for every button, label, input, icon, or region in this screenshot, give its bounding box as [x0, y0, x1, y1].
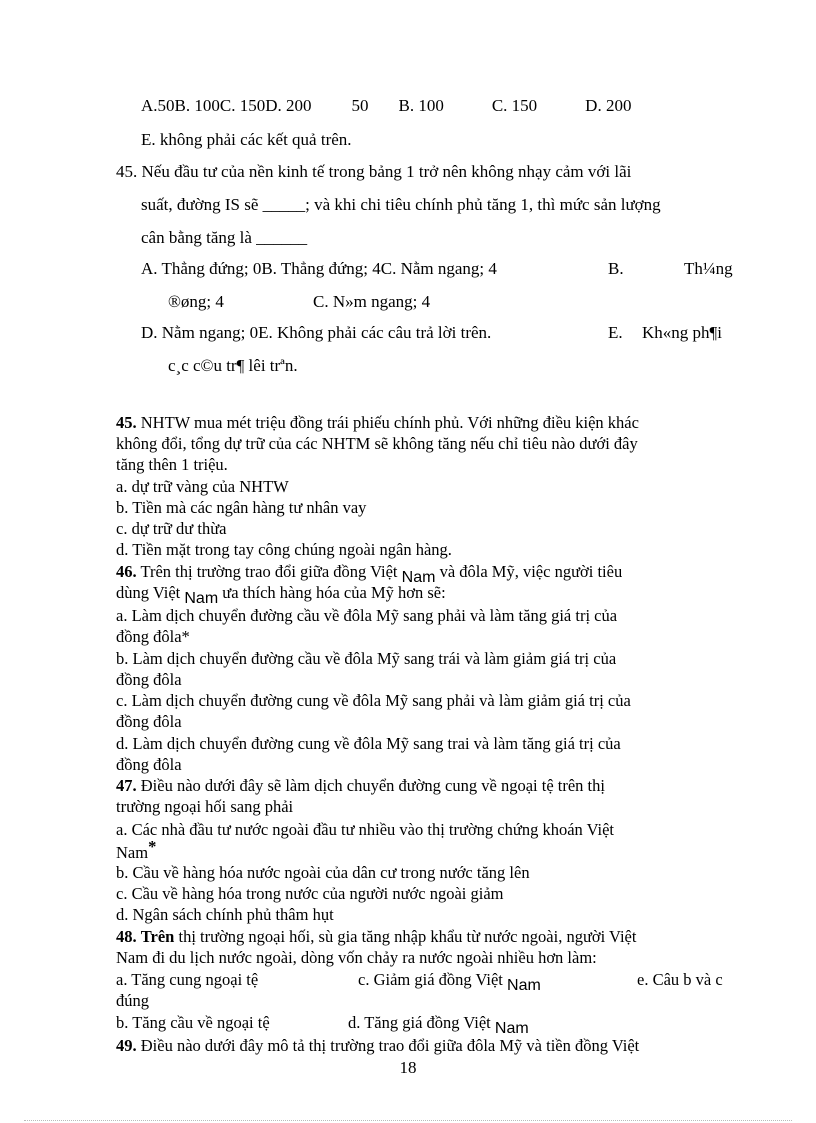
q45a-option-e-label: E.	[608, 323, 623, 342]
q45b-option-b: b. Tiền mà các ngân hàng tư nhân vay	[116, 498, 367, 517]
q45a-option-e-cont: c¸c c©u tr¶ lêi trªn.	[168, 356, 298, 375]
q48-option-a: a. Tăng cung ngoại tệ	[116, 970, 259, 989]
q47-option-a-1: a. Các nhà đầu tư nước ngoài đầu tư nhiều vào thị trường chứng khoán Việt	[116, 820, 615, 839]
q46-number: 46.	[116, 562, 137, 581]
q45a-option-c: C. N»m ngang; 4	[313, 292, 431, 311]
q48-option-e: e. Câu b và c	[637, 970, 723, 989]
q46-option-c-2: đồng đôla	[116, 712, 182, 731]
q48-line-2: Nam đi du lịch nước ngoài, dòng vốn chảy ra nước ngoài nhiều hơn làm:	[116, 948, 597, 967]
q44-option-b: B. 100	[398, 96, 444, 115]
q44-option-c: C. 150	[491, 96, 538, 115]
q48-option-c-text: c. Giảm giá đồng Việt	[358, 970, 503, 989]
q47-answer-star: *	[148, 837, 157, 856]
q46-text-1a: Trên thị trường trao đổi giữa đồng Việt	[140, 562, 398, 581]
q45b-option-d: d. Tiền mặt trong tay công chúng ngoài ngân hàng.	[116, 540, 452, 559]
q46-nam-1: Nam	[401, 569, 436, 586]
q45a-option-b-cont: ®øng; 4	[168, 292, 224, 311]
q49-text-1: Điều nào dưới đây mô tả thị trường trao đổi giữa đôla Mỹ và tiền đồng Việt	[140, 1036, 640, 1055]
q46-nam-2: Nam	[184, 590, 219, 607]
q45b-option-c: c. dự trữ dư thừa	[116, 519, 227, 538]
q47-option-b: b. Cầu về hàng hóa nước ngoài của dân cư trong nước tăng lên	[116, 863, 530, 882]
q46-option-b-2: đồng đôla	[116, 670, 182, 689]
q45a-option-a: A. Thẳng đứng; 0B. Thẳng đứng; 4C. Nằm ngang; 4	[141, 259, 497, 278]
q45b-line-2: không đổi, tổng dự trữ của các NHTM sẽ không tăng nếu chỉ tiêu nào dưới đây	[116, 434, 638, 453]
page-number: 18	[399, 1058, 417, 1077]
q47-option-a-2	[116, 837, 157, 863]
q45a-line-2: suất, đường IS sẽ _____; và khi chi tiêu chính phủ tăng 1, thì mức sản lượng	[141, 195, 661, 214]
q48-nam-c: Nam	[507, 977, 541, 994]
q45a-line-3: cân bằng tăng là ______	[141, 228, 308, 247]
q45a-line-1: 45. Nếu đầu tư của nền kinh tế trong bảng 1 trở nên không nhạy cảm với lãi	[116, 162, 632, 181]
q45b-option-a: a. dự trữ vàng của NHTW	[116, 477, 289, 496]
q47-text-1: Điều nào dưới đây sẽ làm dịch chuyển đường cung về ngoại tệ trên thị	[140, 776, 605, 795]
q48-option-d-text: d. Tăng giá đồng Việt	[348, 1013, 491, 1032]
q44-options-line	[141, 96, 631, 116]
q49-line-1	[116, 1036, 639, 1056]
q45b-text-1: NHTW mua mét triệu đồng trái phiếu chính phủ. Với những điều kiện khác	[140, 413, 639, 432]
q45a-option-e-text: Kh«ng ph¶i	[642, 323, 722, 342]
q45b-number: 45.	[116, 413, 137, 432]
q48-nam-d: Nam	[494, 1020, 529, 1037]
q45a-option-d: D. Nằm ngang; 0E. Không phải các câu trả lời trên.	[141, 323, 492, 342]
q44-option-a: 50	[351, 96, 369, 115]
q46-option-d-1: d. Làm dịch chuyển đường cung về đôla Mỹ sang trai và làm tăng giá trị của	[116, 734, 621, 753]
q45a-option-b-text: Th¼ng	[684, 259, 733, 278]
q48-bold-word: Trên	[140, 927, 175, 946]
q46-option-d-2: đồng đôla	[116, 755, 182, 774]
q45b-line-3: tăng thên 1 triệu.	[116, 455, 228, 474]
q46-line-1	[116, 562, 623, 586]
q48-line-1	[116, 927, 636, 947]
q47-option-a-nam: Nam	[116, 843, 149, 862]
q44-option-e: E. không phải các kết quả trên.	[141, 130, 352, 149]
q45a-option-b-label: B.	[608, 259, 624, 278]
q48-option-d	[348, 1013, 529, 1037]
q47-line-2: trường ngoại hối sang phải	[116, 797, 294, 816]
q46-line-2	[116, 583, 446, 607]
q48-text-1: thị trường ngoại hối, sù gia tăng nhập khẩu từ nước ngoài, người Việt	[178, 927, 637, 946]
q44-option-d: D. 200	[585, 96, 632, 115]
q47-option-c: c. Cầu về hàng hóa trong nước của người nước ngoài giảm	[116, 884, 504, 903]
q48-option-c	[358, 970, 541, 994]
q46-text-2a: dùng Việt	[116, 583, 181, 602]
q46-option-a-1: a. Làm dịch chuyển đường cầu về đôla Mỹ sang phải và làm tăng giá trị của	[116, 606, 618, 625]
q46-text-2b: ưa thích hàng hóa của Mỹ hơn sẽ:	[222, 583, 446, 602]
q44-option-line: A.50B. 100C. 150D. 200	[141, 96, 312, 115]
q47-line-1	[116, 776, 605, 796]
q47-number: 47.	[116, 776, 137, 795]
q46-text-1b: và đôla Mỹ, việc người tiêu	[439, 562, 623, 581]
q48-number: 48.	[116, 927, 137, 946]
q48-option-b: b. Tăng cầu về ngoại tệ	[116, 1013, 270, 1032]
q48-option-e-cont: đúng	[116, 991, 149, 1010]
q46-option-b-1: b. Làm dịch chuyển đường cầu về đôla Mỹ sang trái và làm giảm giá trị của	[116, 649, 617, 668]
q49-number: 49.	[116, 1036, 137, 1055]
q47-option-d: d. Ngân sách chính phủ thâm hụt	[116, 905, 334, 924]
q46-option-c-1: c. Làm dịch chuyển đường cung về đôla Mỹ sang phải và làm giảm giá trị của	[116, 691, 631, 710]
q46-option-a-2: đồng đôla*	[116, 627, 190, 646]
page-bottom-divider	[24, 1120, 792, 1121]
q45b-line-1	[116, 413, 740, 433]
